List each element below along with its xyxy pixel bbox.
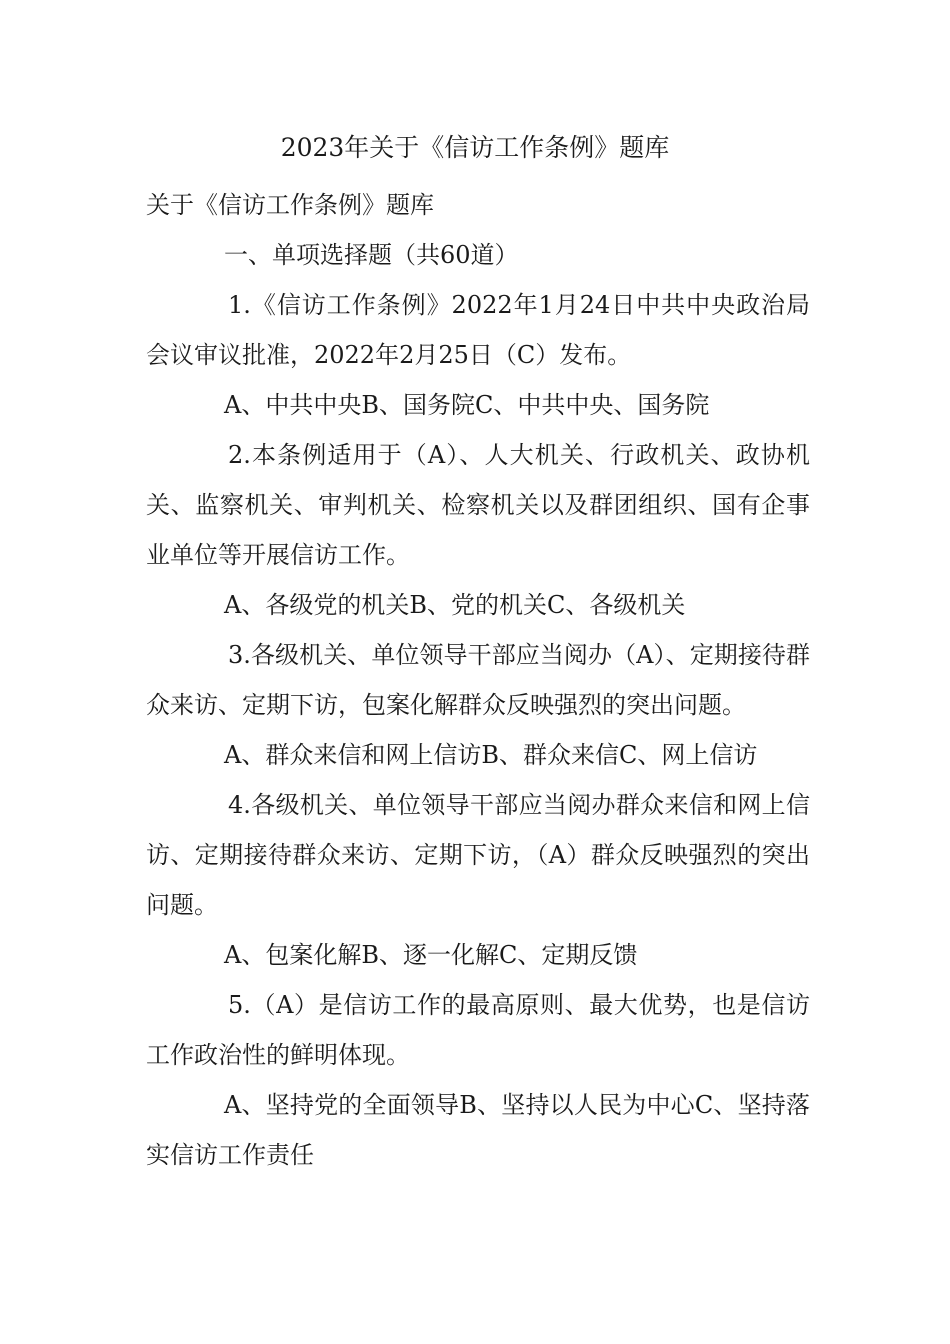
question-3-options: A、群众来信和网上信访B、群众来信C、网上信访	[224, 741, 758, 769]
question-3: 3.各级机关、单位领导干部应当阅办（A）、定期接待群众来访、定期下访，包案化解群众反映强烈的突出问题。	[146, 641, 810, 719]
question-4: 4.各级机关、单位领导干部应当阅办群众来信和网上信访、定期接待群众来访、定期下访，（A）群众反映强烈的突出问题。	[146, 791, 810, 919]
question-2-options: A、各级党的机关B、党的机关C、各级机关	[224, 591, 686, 619]
document-title: 2023年关于《信访工作条例》题库	[280, 133, 670, 162]
question-1-options: A、中共中央B、国务院C、中共中央、国务院	[224, 391, 710, 419]
document-subtitle: 关于《信访工作条例》题库	[146, 191, 434, 219]
question-2: 2.本条例适用于（A）、人大机关、行政机关、政协机关、监察机关、审判机关、检察机关以及群团组织、国有企事业单位等开展信访工作。	[146, 441, 810, 569]
document-body	[146, 180, 810, 1180]
question-1: 1.《信访工作条例》2022年1月24日中共中央政治局会议审议批准，2022年2月25日（C）发布。	[146, 291, 810, 369]
question-4-options: A、包案化解B、逐一化解C、定期反馈	[224, 941, 638, 969]
question-5-options: A、坚持党的全面领导B、坚持以人民为中心C、坚持落实信访工作责任	[146, 1091, 810, 1169]
section-heading: 一、单项选择题（共60道）	[224, 241, 519, 269]
question-5: 5.（A）是信访工作的最高原则、最大优势，也是信访工作政治性的鲜明体现。	[146, 991, 810, 1069]
